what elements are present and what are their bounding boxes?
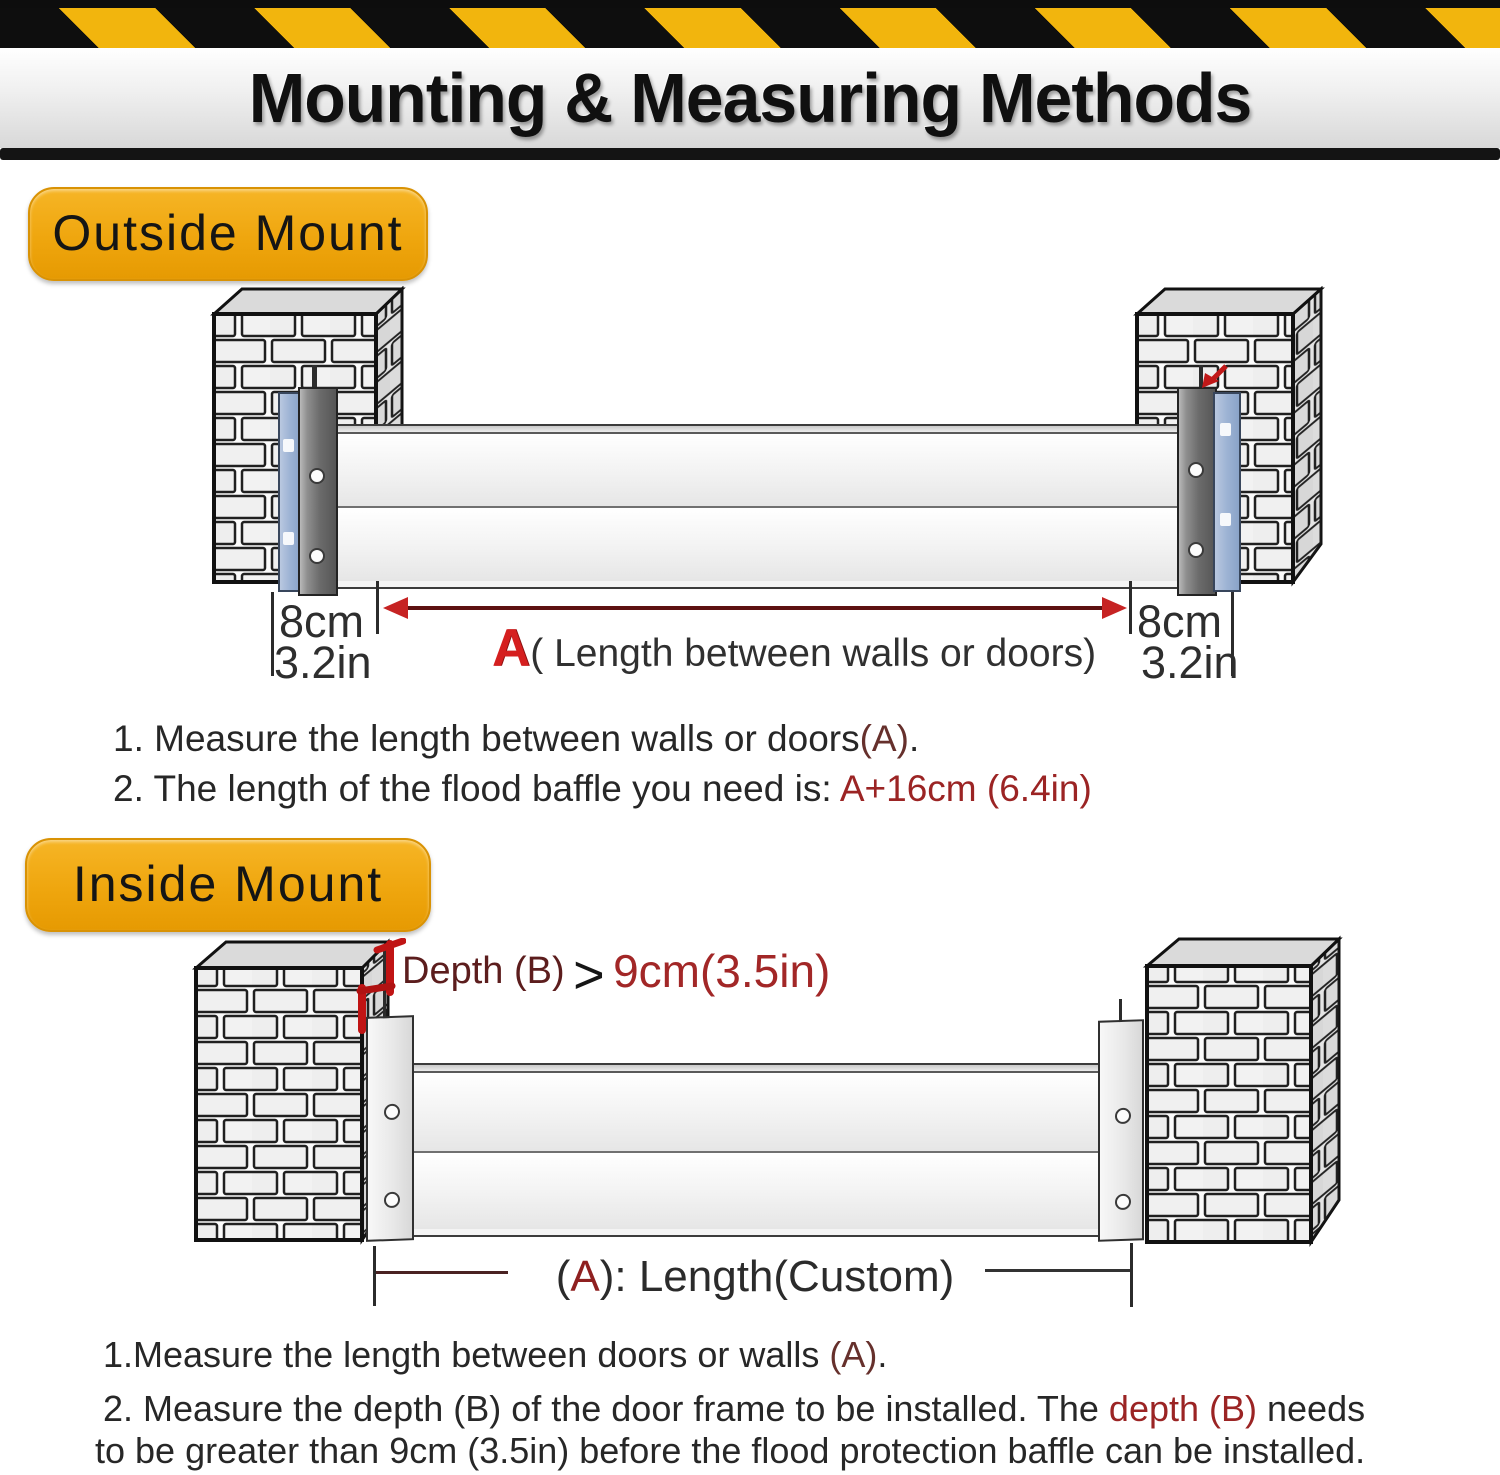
depth-b-label — [402, 944, 830, 1006]
depth-b-text: Depth (B) — [402, 950, 565, 992]
dimension-tick — [376, 581, 379, 634]
screw-hole — [1115, 1194, 1131, 1211]
step-text: 2. Measure the depth (B) of the door frame to be installed. The — [103, 1388, 1109, 1429]
seal-clip — [1220, 513, 1231, 526]
step-text: . — [908, 718, 920, 759]
outside-mount-badge: Outside Mount — [28, 187, 428, 281]
hazard-stripe-band — [0, 8, 1500, 50]
mount-bracket-right — [1177, 387, 1217, 596]
offset-left-inch: 3.2in — [274, 637, 372, 688]
pillar-side-shade — [1293, 289, 1321, 582]
inside-step-2-line-1 — [103, 1388, 1365, 1430]
seal-clip — [283, 532, 294, 545]
dimension-line-left — [376, 1271, 508, 1274]
step-text: needs — [1257, 1388, 1366, 1429]
step-highlight: A+16cm (6.4in) — [839, 768, 1092, 809]
step-highlight: (A) — [829, 1334, 878, 1375]
paren: ( — [555, 1252, 571, 1301]
barrier-panel — [336, 434, 1182, 506]
title-banner — [0, 48, 1500, 148]
length-a-letter: A — [570, 1252, 600, 1301]
mount-plate-right — [1098, 1019, 1144, 1242]
offset-right-cm: 8cm — [1137, 596, 1223, 647]
page-title: Mounting & Measuring Methods — [248, 59, 1252, 137]
screw-hole — [384, 1104, 400, 1121]
depth-b-indicator-icon — [350, 938, 406, 1036]
step-text: 1.Measure the length between doors or walls — [103, 1334, 830, 1375]
length-a-text: ( Length between walls or doors) — [530, 632, 1097, 675]
barrier-panel — [412, 1073, 1102, 1151]
offset-right-inch: 3.2in — [1141, 637, 1239, 688]
pillar-side-shade — [1311, 939, 1339, 1242]
seal-clip — [283, 439, 294, 452]
length-custom-label — [545, 1252, 965, 1302]
barrier-top-edge — [412, 1065, 1102, 1073]
step-highlight: depth (B) — [1108, 1388, 1257, 1429]
length-custom-text: ): Length(Custom) — [599, 1252, 955, 1301]
screw-hole — [309, 468, 325, 484]
mount-plate-left — [366, 1015, 414, 1242]
screw-hole — [1188, 462, 1204, 478]
length-a-caption — [492, 618, 1096, 679]
dimension-tick — [1130, 1243, 1133, 1307]
step-text: 2. The length of the flood baffle you need is: — [113, 768, 840, 809]
pillar-top-cap — [1137, 289, 1321, 314]
banner-bottom-bar — [0, 148, 1500, 160]
outside-step-1 — [113, 718, 919, 760]
pillar-top-cap — [214, 289, 402, 314]
mount-bracket-left — [298, 387, 338, 596]
inside-mount-badge: Inside Mount — [25, 838, 431, 932]
outside-step-2 — [113, 768, 1092, 810]
pillar-front-face — [1147, 966, 1311, 1242]
greater-than-sign: > — [573, 945, 605, 1005]
flood-barrier-outside — [334, 424, 1184, 589]
seal-strip-right — [1213, 392, 1241, 592]
dimension-line-right — [985, 1269, 1131, 1272]
dimension-tick — [373, 1246, 376, 1306]
barrier-panel — [336, 506, 1182, 581]
inside-step-2-line-2 — [95, 1430, 1365, 1472]
step-highlight: (A) — [859, 718, 909, 759]
inside-step-1 — [103, 1334, 887, 1376]
step-text: . — [877, 1334, 888, 1375]
step-text: 1. Measure the length between walls or doors — [113, 718, 860, 759]
barrier-panel — [412, 1151, 1102, 1229]
screw-hole — [1115, 1108, 1131, 1125]
screw-hole — [1188, 542, 1204, 558]
pillar-top-cap — [1147, 939, 1339, 966]
step-text: to be greater than 9cm (3.5in) before the flood protection baffle can be installed. — [95, 1430, 1366, 1471]
pillar-front-face — [196, 968, 362, 1240]
flood-barrier-inside — [410, 1063, 1104, 1237]
top-black-bar — [0, 0, 1500, 8]
length-a-letter: A — [492, 619, 531, 678]
bracket-pin — [312, 365, 317, 389]
screw-hole — [309, 548, 325, 564]
seal-clip — [1220, 423, 1231, 436]
barrier-top-edge — [336, 426, 1182, 434]
brick-pillar-inside-right — [1143, 932, 1345, 1248]
screw-hole — [384, 1192, 400, 1209]
offset-left-cm: 8cm — [279, 596, 365, 647]
dimension-tick — [1129, 581, 1132, 634]
depth-b-value: 9cm(3.5in) — [613, 945, 831, 997]
red-pointer-icon — [1200, 362, 1232, 390]
